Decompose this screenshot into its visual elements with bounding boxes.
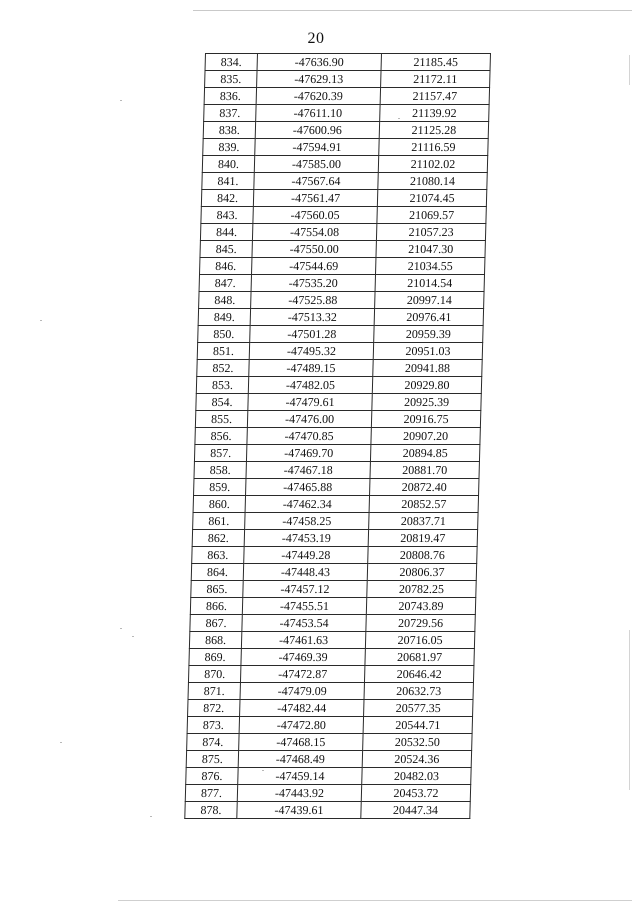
- x-coordinate-cell: -47469.70: [246, 445, 370, 462]
- point-number-cell: 835.: [205, 71, 257, 88]
- table-row: [203, 122, 488, 139]
- x-coordinate-cell: -47629.13: [257, 71, 381, 88]
- y-coordinate-cell: 20881.70: [370, 462, 479, 479]
- y-coordinate-cell: 21069.57: [377, 207, 486, 224]
- point-number-cell: 864.: [191, 564, 243, 581]
- point-number-cell: 851.: [197, 343, 249, 360]
- table-row: [200, 224, 485, 241]
- table-row: [203, 139, 488, 156]
- scan-speck: [150, 816, 152, 817]
- y-coordinate-cell: 20646.42: [364, 666, 473, 683]
- x-coordinate-cell: -47468.49: [238, 751, 362, 768]
- y-coordinate-cell: 20872.40: [370, 479, 479, 496]
- y-coordinate-cell: 20925.39: [372, 394, 481, 411]
- table-row: [189, 632, 474, 649]
- y-coordinate-cell: 20806.37: [367, 564, 476, 581]
- point-number-cell: 838.: [203, 122, 255, 139]
- point-number-cell: 863.: [192, 547, 244, 564]
- y-coordinate-cell: 20837.71: [369, 513, 478, 530]
- table-row: [200, 258, 485, 275]
- y-coordinate-cell: 20959.39: [374, 326, 483, 343]
- page-number: 20: [307, 30, 325, 47]
- x-coordinate-cell: -47594.91: [255, 139, 379, 156]
- table-row: [204, 88, 489, 105]
- point-number-cell: 856.: [195, 428, 247, 445]
- x-coordinate-cell: -47443.92: [237, 785, 361, 802]
- point-number-cell: 870.: [188, 666, 240, 683]
- bottom-scan-rule: [118, 900, 632, 901]
- x-coordinate-cell: -47620.39: [256, 88, 380, 105]
- y-coordinate-cell: 21185.45: [381, 54, 490, 71]
- table-row: [188, 666, 473, 683]
- table-row: [188, 700, 473, 717]
- point-number-cell: 878.: [185, 802, 237, 819]
- y-coordinate-cell: 20808.76: [368, 547, 477, 564]
- point-number-cell: 847.: [199, 275, 251, 292]
- x-coordinate-cell: -47457.12: [243, 581, 367, 598]
- y-coordinate-cell: 20524.36: [362, 751, 471, 768]
- point-number-cell: 848.: [199, 292, 251, 309]
- point-number-cell: 855.: [195, 411, 247, 428]
- table-row: [199, 275, 484, 292]
- point-number-cell: 854.: [196, 394, 248, 411]
- x-coordinate-cell: -47439.61: [237, 802, 361, 819]
- y-coordinate-cell: 20577.35: [364, 700, 473, 717]
- y-coordinate-cell: 20482.03: [362, 768, 471, 785]
- table-row: [194, 445, 479, 462]
- y-coordinate-cell: 21125.28: [379, 122, 488, 139]
- table-row: [186, 768, 471, 785]
- table-row: [195, 428, 480, 445]
- y-coordinate-cell: 20976.41: [374, 309, 483, 326]
- x-coordinate-cell: -47469.39: [241, 649, 365, 666]
- point-number-cell: 869.: [189, 649, 241, 666]
- table-row: [188, 683, 473, 700]
- x-coordinate-cell: -47482.44: [240, 700, 364, 717]
- table-row: [190, 598, 475, 615]
- table-row: [204, 105, 489, 122]
- point-number-cell: 842.: [201, 190, 253, 207]
- table-row: [198, 309, 483, 326]
- y-coordinate-cell: 20907.20: [371, 428, 480, 445]
- point-number-cell: 845.: [200, 241, 252, 258]
- scan-speck: [132, 636, 134, 637]
- x-coordinate-cell: -47455.51: [242, 598, 366, 615]
- point-number-cell: 858.: [194, 462, 246, 479]
- point-number-cell: 862.: [192, 530, 244, 547]
- x-coordinate-cell: -47470.85: [247, 428, 371, 445]
- y-coordinate-cell: 20819.47: [368, 530, 477, 547]
- y-coordinate-cell: 20447.34: [361, 802, 470, 819]
- y-coordinate-cell: 20894.85: [370, 445, 479, 462]
- coordinates-table-body: [185, 54, 491, 819]
- point-number-cell: 871.: [188, 683, 240, 700]
- table-row: [191, 564, 476, 581]
- x-coordinate-cell: -47611.10: [256, 105, 380, 122]
- point-number-cell: 844.: [200, 224, 252, 241]
- y-coordinate-cell: 20453.72: [361, 785, 470, 802]
- point-number-cell: 834.: [205, 54, 257, 71]
- point-number-cell: 853.: [196, 377, 248, 394]
- x-coordinate-cell: -47465.88: [246, 479, 370, 496]
- x-coordinate-cell: -47448.43: [243, 564, 367, 581]
- x-coordinate-cell: -47501.28: [250, 326, 374, 343]
- point-number-cell: 843.: [201, 207, 253, 224]
- point-number-cell: 840.: [202, 156, 254, 173]
- table-row: [192, 547, 477, 564]
- y-coordinate-cell: 20929.80: [372, 377, 481, 394]
- x-coordinate-cell: -47636.90: [257, 54, 381, 71]
- y-coordinate-cell: 20916.75: [371, 411, 480, 428]
- x-coordinate-cell: -47461.63: [241, 632, 365, 649]
- y-coordinate-cell: 20532.50: [363, 734, 472, 751]
- x-coordinate-cell: -47600.96: [255, 122, 379, 139]
- table-row: [198, 326, 483, 343]
- y-coordinate-cell: 21074.45: [377, 190, 486, 207]
- x-coordinate-cell: -47472.87: [240, 666, 364, 683]
- x-coordinate-cell: -47453.54: [242, 615, 366, 632]
- x-coordinate-cell: -47459.14: [238, 768, 362, 785]
- point-number-cell: 852.: [197, 360, 249, 377]
- x-coordinate-cell: -47535.20: [251, 275, 375, 292]
- table-row: [185, 802, 470, 819]
- table-row: [201, 207, 486, 224]
- x-coordinate-cell: -47554.08: [252, 224, 376, 241]
- x-coordinate-cell: -47462.34: [245, 496, 369, 513]
- table-row: [196, 377, 481, 394]
- point-number-cell: 836.: [204, 88, 256, 105]
- y-coordinate-cell: 20782.25: [367, 581, 476, 598]
- y-coordinate-cell: 21172.11: [381, 71, 490, 88]
- table-row: [202, 173, 487, 190]
- x-coordinate-cell: -47479.09: [240, 683, 364, 700]
- table-row: [195, 411, 480, 428]
- x-coordinate-cell: -47467.18: [246, 462, 370, 479]
- x-coordinate-cell: -47449.28: [244, 547, 368, 564]
- scan-speck: [60, 742, 62, 743]
- x-coordinate-cell: -47458.25: [245, 513, 369, 530]
- right-scan-edge: [629, 630, 630, 790]
- x-coordinate-cell: -47525.88: [251, 292, 375, 309]
- point-number-cell: 846.: [200, 258, 252, 275]
- point-number-cell: 849.: [198, 309, 250, 326]
- table-row: [200, 241, 485, 258]
- point-number-cell: 866.: [190, 598, 242, 615]
- top-scan-rule: [193, 10, 632, 11]
- y-coordinate-cell: 21157.47: [380, 88, 489, 105]
- y-coordinate-cell: 20729.56: [366, 615, 475, 632]
- point-number-cell: 839.: [203, 139, 255, 156]
- y-coordinate-cell: 21034.55: [376, 258, 485, 275]
- y-coordinate-cell: 21139.92: [380, 105, 489, 122]
- point-number-cell: 861.: [193, 513, 245, 530]
- point-number-cell: 850.: [198, 326, 250, 343]
- scan-speck: [120, 100, 122, 101]
- y-coordinate-cell: 20544.71: [363, 717, 472, 734]
- point-number-cell: 875.: [186, 751, 238, 768]
- x-coordinate-cell: -47453.19: [244, 530, 368, 547]
- table-row: [187, 717, 472, 734]
- x-coordinate-cell: -47560.05: [253, 207, 377, 224]
- point-number-cell: 868.: [189, 632, 241, 649]
- y-coordinate-cell: 21116.59: [379, 139, 488, 156]
- table-row: [193, 496, 478, 513]
- x-coordinate-cell: -47544.69: [252, 258, 376, 275]
- y-coordinate-cell: 20632.73: [364, 683, 473, 700]
- point-number-cell: 876.: [186, 768, 238, 785]
- y-coordinate-cell: 21057.23: [376, 224, 485, 241]
- table-row: [193, 513, 478, 530]
- point-number-cell: 865.: [191, 581, 243, 598]
- table-row: [201, 190, 486, 207]
- x-coordinate-cell: -47472.80: [239, 717, 363, 734]
- y-coordinate-cell: 20941.88: [373, 360, 482, 377]
- x-coordinate-cell: -47479.61: [248, 394, 372, 411]
- x-coordinate-cell: -47489.15: [249, 360, 373, 377]
- point-number-cell: 872.: [188, 700, 240, 717]
- table-row: [192, 530, 477, 547]
- table-row: [205, 71, 490, 88]
- x-coordinate-cell: -47561.47: [253, 190, 377, 207]
- table-row: [197, 343, 482, 360]
- point-number-cell: 867.: [190, 615, 242, 632]
- table-row: [199, 292, 484, 309]
- x-coordinate-cell: -47513.32: [250, 309, 374, 326]
- right-scan-edge: [629, 55, 630, 85]
- y-coordinate-cell: 21047.30: [376, 241, 485, 258]
- y-coordinate-cell: 20852.57: [369, 496, 478, 513]
- table-row: [196, 394, 481, 411]
- table-row: [197, 360, 482, 377]
- scan-speck: [120, 628, 122, 629]
- x-coordinate-cell: -47468.15: [239, 734, 363, 751]
- table-row: [189, 649, 474, 666]
- table-row: [185, 785, 470, 802]
- coordinates-table: [184, 53, 491, 819]
- point-number-cell: 873.: [187, 717, 239, 734]
- y-coordinate-cell: 21080.14: [378, 173, 487, 190]
- scan-speck: [40, 320, 42, 321]
- table-row: [194, 462, 479, 479]
- point-number-cell: 857.: [194, 445, 246, 462]
- y-coordinate-cell: 20681.97: [365, 649, 474, 666]
- x-coordinate-cell: -47550.00: [252, 241, 376, 258]
- x-coordinate-cell: -47495.32: [249, 343, 373, 360]
- table-row: [190, 615, 475, 632]
- table-row: [191, 581, 476, 598]
- point-number-cell: 877.: [185, 785, 237, 802]
- y-coordinate-cell: 20716.05: [365, 632, 474, 649]
- table-row: [186, 751, 471, 768]
- point-number-cell: 859.: [194, 479, 246, 496]
- y-coordinate-cell: 21014.54: [375, 275, 484, 292]
- point-number-cell: 874.: [187, 734, 239, 751]
- table-row: [205, 54, 490, 71]
- table-row: [187, 734, 472, 751]
- y-coordinate-cell: 21102.02: [378, 156, 487, 173]
- x-coordinate-cell: -47585.00: [254, 156, 378, 173]
- y-coordinate-cell: 20743.89: [366, 598, 475, 615]
- point-number-cell: 860.: [193, 496, 245, 513]
- y-coordinate-cell: 20997.14: [375, 292, 484, 309]
- y-coordinate-cell: 20951.03: [373, 343, 482, 360]
- table-row: [202, 156, 487, 173]
- x-coordinate-cell: -47482.05: [248, 377, 372, 394]
- point-number-cell: 837.: [204, 105, 256, 122]
- table-row: [194, 479, 479, 496]
- x-coordinate-cell: -47476.00: [247, 411, 371, 428]
- x-coordinate-cell: -47567.64: [254, 173, 378, 190]
- point-number-cell: 841.: [202, 173, 254, 190]
